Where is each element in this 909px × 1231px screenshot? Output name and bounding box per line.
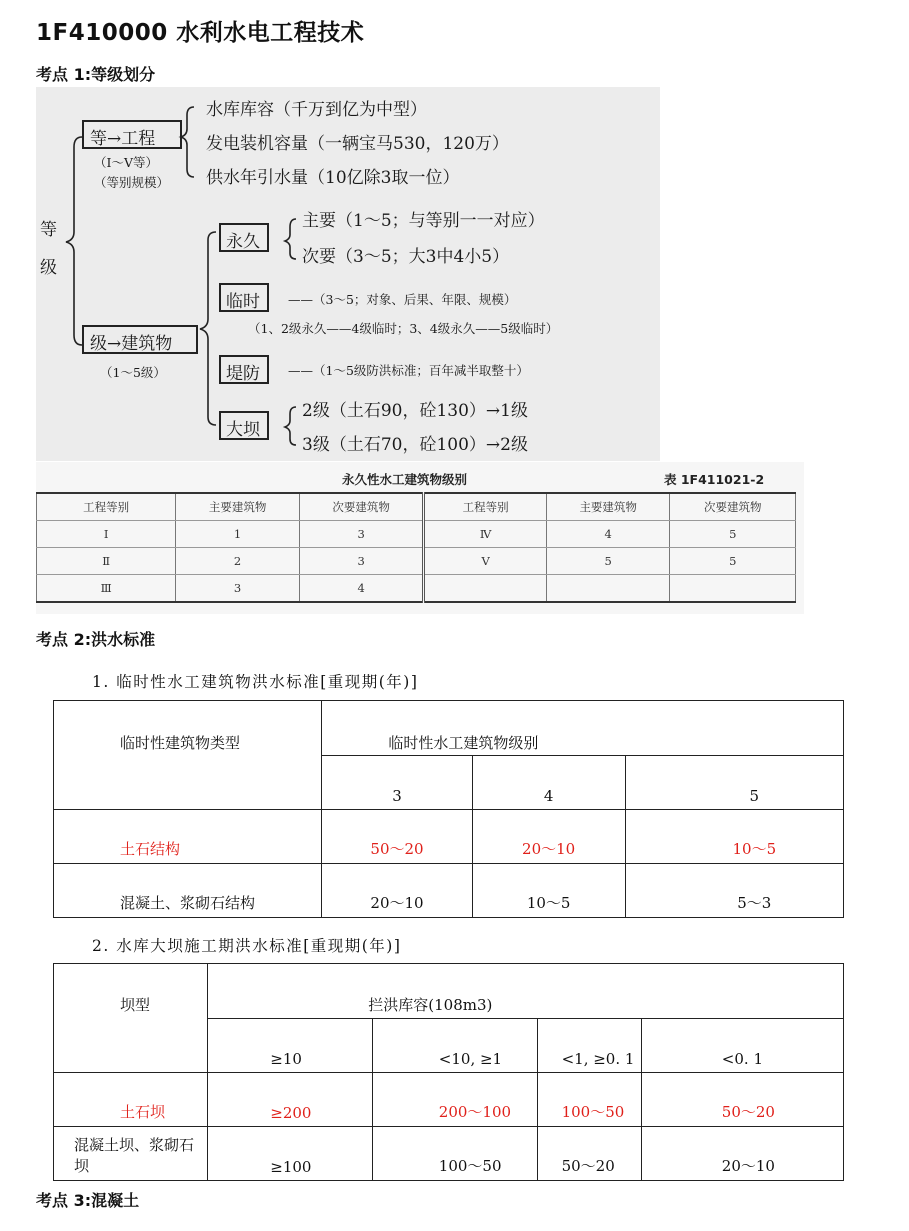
t2-group-head-cell <box>208 964 844 1019</box>
deng-sub2: （等别规模） <box>94 175 170 190</box>
scan-table <box>36 492 796 603</box>
linshi-line2: （1、2级永久——4级临时；3、4级永久——5级临时） <box>248 321 559 336</box>
linshi-box <box>219 283 269 312</box>
deng-item-2: 发电装机容量（一辆宝马530，120万） <box>206 134 509 154</box>
deng-box <box>82 120 182 149</box>
table-row <box>54 1073 844 1127</box>
scan-cell: 5 <box>670 521 796 548</box>
table-row <box>37 548 796 575</box>
t2-level: <10, ≥1 <box>372 1019 537 1073</box>
t2-group-head: 拦洪库容(108m3) <box>368 996 493 1014</box>
t2-col-head: 坝型 <box>120 996 151 1014</box>
linshi-line1: ——（3～5；对象、后果、年限、规模） <box>288 292 517 307</box>
scan-cell: 5 <box>670 548 796 575</box>
t1-group-head: 临时性水工建筑物级别 <box>388 734 539 752</box>
scan-cell: Ⅴ <box>424 548 547 575</box>
ji-box-label: 级→建筑物 <box>90 334 173 354</box>
t2-cell: 20～10 <box>641 1127 843 1181</box>
t1-col-head: 临时性建筑物类型 <box>120 734 241 752</box>
t2-cell: ≥100 <box>208 1127 373 1181</box>
difang-box <box>219 355 269 384</box>
daba-label: 大坝 <box>226 420 260 440</box>
daba-box <box>219 411 269 440</box>
difang-label: 堤防 <box>226 364 260 384</box>
side-label-ji: 级 <box>40 258 57 278</box>
scan-cell <box>670 575 796 603</box>
t1-cell: 20～10 <box>472 810 625 864</box>
page-title: 1F410000 水利水电工程技术 <box>36 20 365 46</box>
t2-level: <0. 1 <box>641 1019 843 1073</box>
table-row <box>37 575 796 603</box>
scan-cell: 3 <box>299 548 424 575</box>
flood-table2-caption: 2. 水库大坝施工期洪水标准[重现期(年)] <box>92 937 402 955</box>
permanent-building-grade-table <box>36 462 804 614</box>
scan-cell: Ⅲ <box>37 575 176 603</box>
t1-level: 5 <box>625 756 843 810</box>
t1-cell: 10～5 <box>625 810 843 864</box>
table-row <box>37 521 796 548</box>
t2-cell: 100～50 <box>537 1073 641 1127</box>
scan-cell: Ⅰ <box>37 521 176 548</box>
scan-table-code: 表 1F411021-2 <box>664 472 765 487</box>
daba-item-1: 2级（土石90，砼130）→1级 <box>302 401 528 421</box>
scan-cell <box>546 575 670 603</box>
scan-header: 次要建筑物 <box>299 493 424 521</box>
ji-sub: （1～5级） <box>100 365 166 380</box>
t2-level: ≥10 <box>208 1019 373 1073</box>
deng-item-3: 供水年引水量（10亿除3取一位） <box>206 168 460 188</box>
t2-cell: 100～50 <box>372 1127 537 1181</box>
linshi-label: 临时 <box>226 292 260 312</box>
table-row <box>54 810 844 864</box>
t2-cell: ≥200 <box>208 1073 373 1127</box>
reservoir-dam-flood-table <box>53 963 844 1181</box>
t1-level: 3 <box>322 756 472 810</box>
section-heading-2: 考点 2:洪水标准 <box>36 630 156 649</box>
t1-cell: 10～5 <box>472 864 625 918</box>
yongjiu-label: 永久 <box>226 232 260 252</box>
scan-cell: Ⅳ <box>424 521 547 548</box>
yongjiu-item-2: 次要（3～5；大3中4小5） <box>302 247 510 267</box>
t2-col-head-cell <box>54 964 208 1073</box>
temporary-building-flood-table <box>53 700 844 918</box>
scan-cell: 1 <box>176 521 300 548</box>
t1-col-head-cell <box>54 701 322 810</box>
scan-cell: 4 <box>546 521 670 548</box>
daba-item-2: 3级（土石70，砼100）→2级 <box>302 435 528 455</box>
t1-cell: 50～20 <box>322 810 472 864</box>
table-row <box>54 864 844 918</box>
scan-cell: Ⅱ <box>37 548 176 575</box>
scan-header: 次要建筑物 <box>670 493 796 521</box>
section-heading-3: 考点 3:混凝土 <box>36 1191 140 1210</box>
t2-row-type: 土石坝 <box>54 1073 208 1127</box>
t1-cell: 5～3 <box>625 864 843 918</box>
scan-header: 工程等别 <box>37 493 176 521</box>
t1-level: 4 <box>472 756 625 810</box>
t1-cell: 20～10 <box>322 864 472 918</box>
difang-line: ——（1～5级防洪标准；百年减半取整十） <box>288 363 529 378</box>
table-row <box>54 1127 844 1181</box>
deng-box-label: 等→工程 <box>90 129 156 149</box>
scan-header: 主要建筑物 <box>176 493 300 521</box>
yongjiu-box <box>219 223 269 252</box>
t1-row-type: 土石结构 <box>54 810 322 864</box>
scan-cell <box>424 575 547 603</box>
deng-sub1: （Ⅰ～Ⅴ等） <box>94 155 158 170</box>
t1-row-type: 混凝土、浆砌石结构 <box>54 864 322 918</box>
t2-cell: 50～20 <box>641 1073 843 1127</box>
scan-table-caption: 永久性水工建筑物级别 <box>342 472 468 487</box>
t1-group-head-cell <box>322 701 844 756</box>
scan-cell: 3 <box>176 575 300 603</box>
scan-cell: 2 <box>176 548 300 575</box>
t2-cell: 200～100 <box>372 1073 537 1127</box>
deng-item-1: 水库库容（千万到亿为中型） <box>206 100 427 120</box>
scan-cell: 4 <box>299 575 424 603</box>
t2-level: <1, ≥0. 1 <box>537 1019 641 1073</box>
scan-cell: 3 <box>299 521 424 548</box>
grade-classification-diagram <box>36 87 660 461</box>
t2-row-type: 混凝土坝、浆砌石坝 <box>54 1127 208 1181</box>
side-label-deng: 等 <box>40 220 57 240</box>
ji-box <box>82 325 198 354</box>
section-heading-1: 考点 1:等级划分 <box>36 65 156 84</box>
scan-cell: 5 <box>546 548 670 575</box>
scan-header: 主要建筑物 <box>546 493 670 521</box>
t2-cell: 50～20 <box>537 1127 641 1181</box>
flood-table1-caption: 1. 临时性水工建筑物洪水标准[重现期(年)] <box>92 673 419 691</box>
yongjiu-item-1: 主要（1～5；与等别一一对应） <box>302 211 545 231</box>
scan-header: 工程等别 <box>424 493 547 521</box>
